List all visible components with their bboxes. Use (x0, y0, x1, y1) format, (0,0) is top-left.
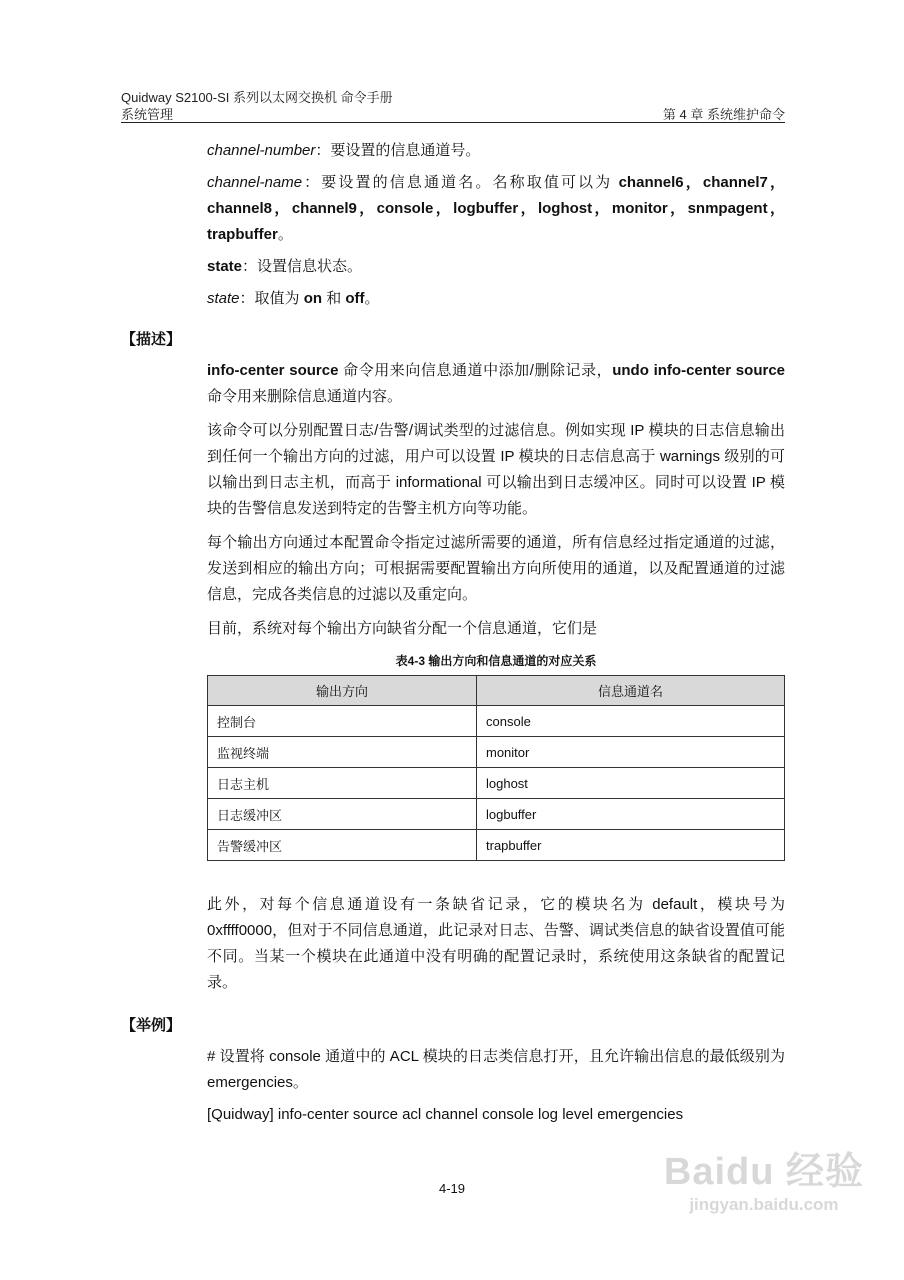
header-rule (121, 122, 785, 123)
cell: 控制台 (208, 706, 477, 737)
section-heading-example: 【举例】 (121, 1017, 182, 1034)
column-header: 输出方向 (208, 676, 477, 706)
command: undo info-center source (612, 362, 785, 379)
param-channel-name (207, 170, 785, 248)
table-caption: 表4-3 输出方向和信息通道的对应关系 (395, 654, 597, 668)
parameters (207, 138, 785, 312)
table-row (208, 830, 785, 861)
value: on (303, 290, 323, 307)
text: 命令用来向信息通道中添加/删除记录， (338, 362, 613, 379)
paragraph: 目前，系统对每个输出方向缺省分配一个信息通道，它们是 (207, 620, 598, 637)
cell: 告警缓冲区 (208, 830, 477, 861)
term: state (207, 290, 240, 307)
section-heading-description: 【描述】 (121, 331, 182, 348)
command: info-center source (207, 362, 339, 379)
watermark-url: jingyan.baidu.com (689, 1195, 839, 1214)
param-state-values (207, 286, 785, 312)
text: ：设置信息状态。 (242, 258, 363, 275)
example (207, 1044, 785, 1128)
param-state (207, 254, 785, 280)
param-channel-number (207, 138, 785, 164)
table-row (208, 737, 785, 768)
header-section: 系统管理 (121, 107, 174, 122)
text: ：取值为 (239, 290, 304, 307)
table-header-row (208, 676, 785, 706)
term: channel-number (207, 142, 316, 159)
term: channel-name (207, 174, 303, 191)
paragraph: 每个输出方向通过本配置命令指定过滤所需要的通道，所有信息经过指定通道的过滤，发送到相应的输出方向；可根据需要配置输出方向所使用的通道，以及配置通道的过滤信息，完成各类信息的过滤以及重定向。 (207, 534, 785, 603)
cell: 监视终端 (208, 737, 477, 768)
paragraph: 此外，对每个信息通道设有一条缺省记录，它的模块名为 default，模块号为 0xffff0000，但对于不同信息通道，此记录对日志、告警、调试类信息的缺省设置值可能不同。当某一个模块在此通道中没有明确的配置记录时，系统使用这条缺省的配置记录。 (207, 896, 785, 991)
paragraph: 该命令可以分别配置日志/告警/调试类型的过滤信息。例如实现 IP 模块的日志信息输出到任何一个输出方向的过滤，用户可以设置 IP 模块的日志信息高于 warnings 级别的可以输出到日志主机，而高于 informational 可以输出到日志缓冲区。同时可以设置 IP 模块的告警信息发送到特定的告警主机方向等功能。 (207, 422, 785, 517)
value: off (345, 290, 365, 307)
term: state (207, 258, 243, 275)
channel-table (207, 675, 785, 861)
column-header: 信息通道名 (477, 676, 785, 706)
text: ：要设置的信息通道号。 (315, 142, 481, 159)
cell: logbuffer (477, 799, 785, 830)
cell: loghost (477, 768, 785, 799)
cell: monitor (477, 737, 785, 768)
example-comment: # 设置将 console 通道中的 ACL 模块的日志类信息打开，且允许输出信息的最低级别为 emergencies。 (207, 1048, 785, 1091)
cell: 日志主机 (208, 768, 477, 799)
baidu-watermark (664, 1140, 864, 1215)
table-row (208, 706, 785, 737)
description (207, 358, 785, 642)
values: channel6，channel7，channel8，channel9，console，logbuffer，loghost，monitor，snmpagent，trapbuffer (207, 174, 785, 243)
header-title: Quidway S2100-SI 系列以太网交换机 命令手册 (121, 90, 393, 105)
text: 命令用来删除信息通道内容。 (207, 388, 403, 405)
paragraph (207, 358, 785, 410)
cell: 日志缓冲区 (208, 799, 477, 830)
table-row (208, 768, 785, 799)
text: ：要设置的信息通道名。名称取值可以为 (302, 174, 619, 191)
watermark-brand: Baidu 经验 (663, 1151, 864, 1193)
page-number: 4-19 (438, 1181, 466, 1196)
example-command: [Quidway] info-center source acl channel console log level emergencies (207, 1106, 684, 1123)
cell: trapbuffer (477, 830, 785, 861)
cell: console (477, 706, 785, 737)
text: 。 (277, 226, 293, 243)
header-chapter: 第 4 章 系统维护命令 (662, 107, 785, 122)
text: 和 (322, 290, 346, 307)
text: 。 (364, 290, 380, 307)
table-row (208, 799, 785, 830)
